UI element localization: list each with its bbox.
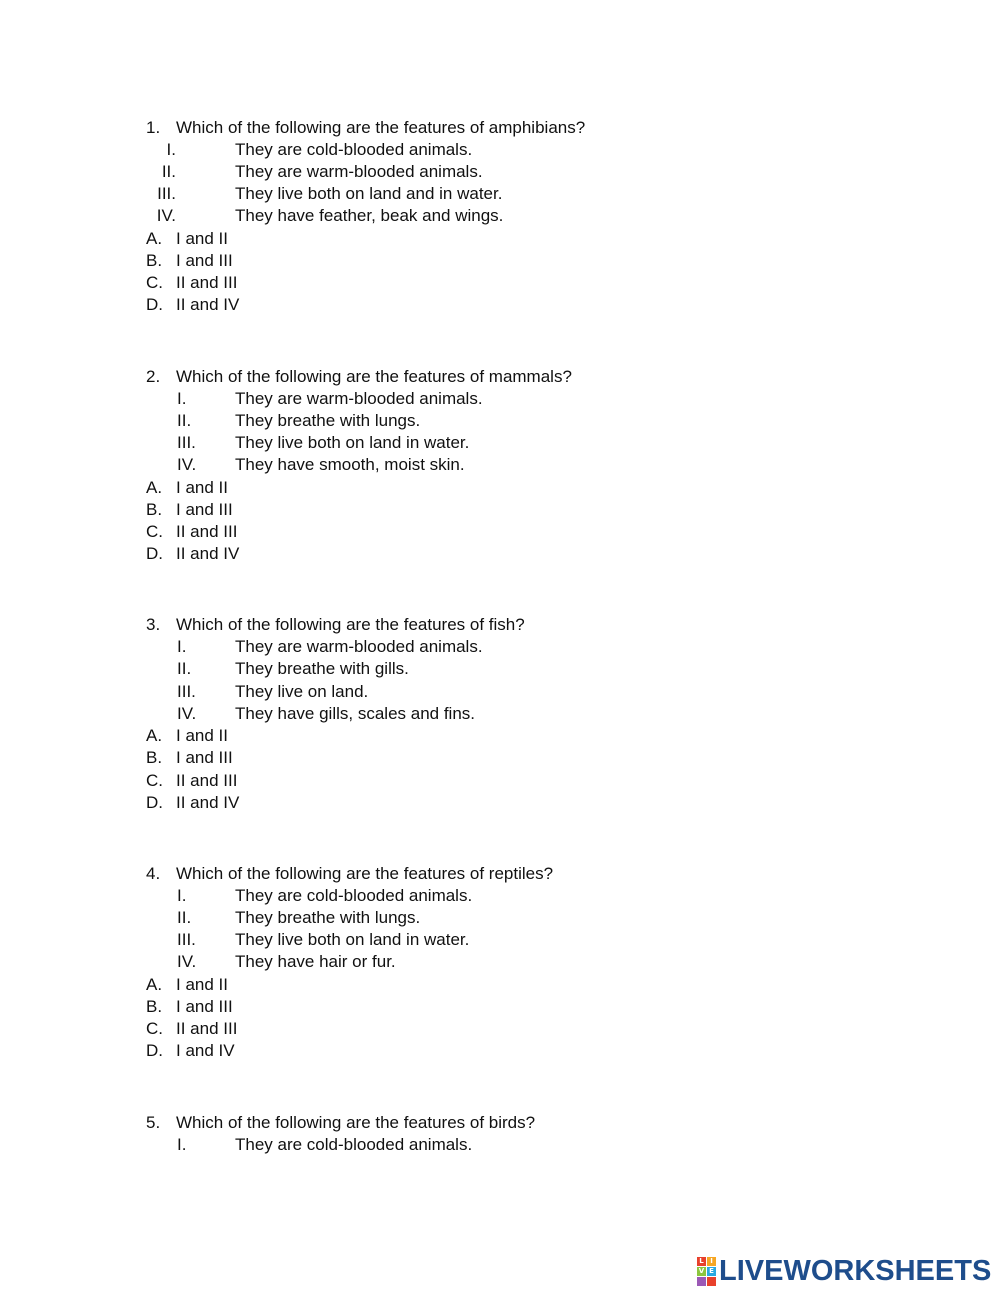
logo-mark-letter: I bbox=[707, 1257, 716, 1266]
statement-text: They are warm-blooded animals. bbox=[235, 162, 483, 181]
option-letter: C. bbox=[146, 522, 163, 541]
option-text: I and III bbox=[176, 251, 233, 270]
option-letter: A. bbox=[146, 229, 163, 248]
statement-text: They have feather, beak and wings. bbox=[235, 206, 504, 225]
question-number: 5. bbox=[146, 1113, 161, 1132]
option-text: II and III bbox=[176, 771, 238, 790]
option-text: II and III bbox=[176, 273, 238, 292]
logo-text: LIVEWORKSHEETS bbox=[719, 1255, 992, 1287]
statement-text: They breathe with gills. bbox=[235, 659, 409, 678]
liveworksheets-logo[interactable] bbox=[697, 1257, 991, 1285]
statement-numeral: III. bbox=[177, 433, 196, 452]
logo-mark-letter: L bbox=[697, 1257, 706, 1266]
option-letter: A. bbox=[146, 478, 163, 497]
question-text: Which of the following are the features of reptiles? bbox=[176, 864, 554, 883]
statement-text: They have smooth, moist skin. bbox=[235, 455, 465, 474]
option-text: I and II bbox=[176, 229, 228, 248]
statement-text: They are cold-blooded animals. bbox=[235, 1135, 473, 1154]
option-letter: B. bbox=[146, 748, 163, 767]
statement-text: They breathe with lungs. bbox=[235, 908, 421, 927]
statement-numeral: I. bbox=[177, 389, 187, 408]
option-text: II and III bbox=[176, 1019, 238, 1038]
option-text: II and IV bbox=[176, 544, 240, 563]
statement-numeral: I. bbox=[177, 886, 187, 905]
option-letter: C. bbox=[146, 1019, 163, 1038]
statement-text: They are warm-blooded animals. bbox=[235, 637, 483, 656]
statement-numeral: II. bbox=[177, 411, 192, 430]
option-text: II and IV bbox=[176, 793, 240, 812]
statement-numeral: III. bbox=[177, 682, 196, 701]
option-text: II and IV bbox=[176, 295, 240, 314]
statement-text: They live on land. bbox=[235, 682, 369, 701]
statement-text: They live both on land in water. bbox=[235, 433, 470, 452]
statement-text: They breathe with lungs. bbox=[235, 411, 421, 430]
option-letter: A. bbox=[146, 726, 163, 745]
question-number: 1. bbox=[146, 118, 161, 137]
logo-mark-letter: V bbox=[698, 1266, 705, 1275]
statement-text: They are cold-blooded animals. bbox=[235, 140, 473, 159]
statement-numeral: I. bbox=[166, 140, 176, 159]
option-text: I and II bbox=[176, 478, 228, 497]
statement-text: They are warm-blooded animals. bbox=[235, 389, 483, 408]
statement-text: They are cold-blooded animals. bbox=[235, 886, 473, 905]
question-text: Which of the following are the features of fish? bbox=[176, 615, 525, 634]
question-number: 4. bbox=[146, 864, 161, 883]
option-letter: B. bbox=[146, 251, 163, 270]
option-letter: C. bbox=[146, 273, 163, 292]
option-text: I and III bbox=[176, 997, 233, 1016]
option-text: I and III bbox=[176, 748, 233, 767]
question-number: 3. bbox=[146, 615, 161, 634]
option-text: II and III bbox=[176, 522, 238, 541]
statement-numeral: II. bbox=[177, 659, 192, 678]
option-text: I and II bbox=[176, 975, 228, 994]
option-letter: D. bbox=[146, 793, 163, 812]
statement-numeral: II. bbox=[177, 908, 192, 927]
question-number: 2. bbox=[146, 367, 161, 386]
logo-mark-icon bbox=[697, 1257, 716, 1286]
question-text: Which of the following are the features of amphibians? bbox=[176, 118, 586, 137]
statement-text: They live both on land and in water. bbox=[235, 184, 503, 203]
option-letter: D. bbox=[146, 544, 163, 563]
logo-mark-letter: E bbox=[707, 1267, 716, 1276]
option-letter: B. bbox=[146, 997, 163, 1016]
logo-mark-tile bbox=[697, 1277, 706, 1286]
question-text: Which of the following are the features of mammals? bbox=[176, 367, 572, 386]
statement-numeral: IV. bbox=[177, 455, 197, 474]
option-letter: A. bbox=[146, 975, 163, 994]
statement-numeral: I. bbox=[177, 1135, 187, 1154]
statement-text: They have gills, scales and fins. bbox=[235, 704, 476, 723]
option-text: I and III bbox=[176, 500, 233, 519]
statement-text: They live both on land in water. bbox=[235, 930, 470, 949]
statement-numeral: IV. bbox=[177, 952, 197, 971]
option-text: I and II bbox=[176, 726, 228, 745]
question-text: Which of the following are the features of birds? bbox=[176, 1113, 536, 1132]
statement-numeral: IV. bbox=[177, 704, 197, 723]
option-letter: D. bbox=[146, 1041, 163, 1060]
statement-numeral: IV. bbox=[156, 206, 176, 225]
statement-numeral: II. bbox=[161, 162, 176, 181]
option-letter: C. bbox=[146, 771, 163, 790]
statement-text: They have hair or fur. bbox=[235, 952, 396, 971]
statement-numeral: I. bbox=[177, 637, 187, 656]
logo-mark-tile bbox=[707, 1277, 716, 1286]
option-letter: B. bbox=[146, 500, 163, 519]
statement-numeral: III. bbox=[177, 930, 196, 949]
option-text: I and IV bbox=[176, 1041, 235, 1060]
statement-numeral: III. bbox=[157, 184, 176, 203]
option-letter: D. bbox=[146, 295, 163, 314]
